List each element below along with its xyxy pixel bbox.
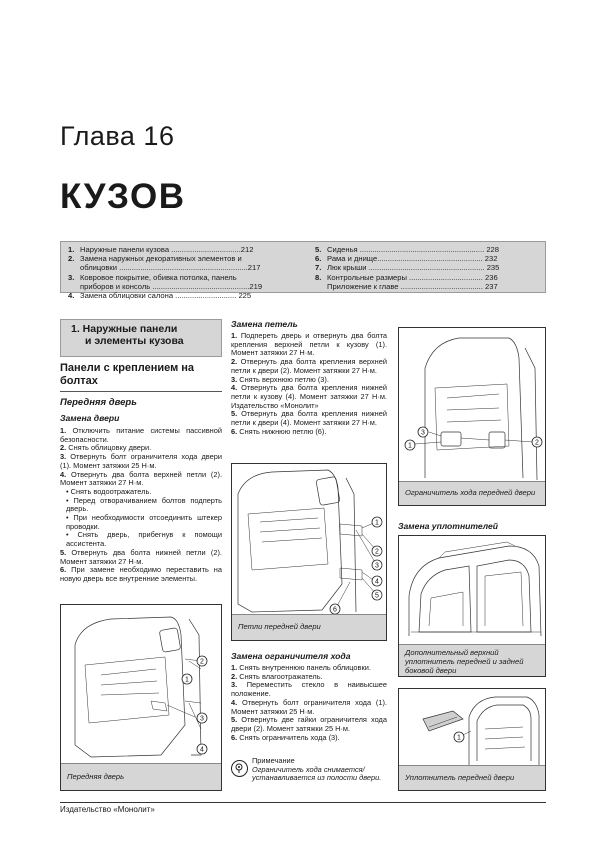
- limiter-heading: Замена ограничителя хода: [231, 651, 351, 661]
- callout-6: [330, 604, 340, 614]
- door-steps: [60, 427, 222, 584]
- callout-1: [372, 517, 382, 527]
- subsection-divider: [60, 391, 222, 392]
- callout-2: [532, 437, 542, 447]
- toc-entry[interactable]: 1. Наружные панели кузова .................................212: [68, 245, 254, 254]
- svg-text:2: 2: [535, 439, 539, 447]
- figure-caption: Ограничитель хода передней двери: [399, 481, 545, 505]
- toc-entry[interactable]: 5. Сиденья ........................................................... 228: [315, 245, 500, 254]
- callout-1: [182, 674, 192, 684]
- toc-entry[interactable]: 2. Замена наружных декоративных элементов и облицовки .............................................................217: [68, 254, 261, 273]
- figure-extra-seal: [398, 535, 546, 677]
- section-heading-line2: и элементы кузова: [85, 335, 184, 347]
- chapter-heading: Глава 16: [60, 121, 175, 151]
- step: 4. Отвернуть два болта верхней петли (2). Момент затяжки 27 Н·м.: [60, 469, 222, 488]
- svg-text:3: 3: [200, 715, 204, 723]
- svg-text:2: 2: [200, 658, 204, 666]
- step: 6. Снять ограничитель хода (3).: [231, 732, 340, 742]
- figure-limiter: [398, 327, 546, 506]
- toc-right-column: [315, 245, 541, 291]
- section-heading: [60, 319, 222, 357]
- svg-text:5: 5: [375, 592, 379, 600]
- door-seal-illustration: [399, 689, 546, 767]
- front-door-heading: Передняя дверь: [60, 397, 137, 408]
- step: • Снять дверь, прибегнув к помощи ассистента.: [66, 530, 222, 549]
- step: 5. Отвернуть два болта крепления нижней петли к двери (4). Момент затяжки 27 Н·м.: [231, 409, 387, 428]
- door-replace-heading: Замена двери: [60, 413, 120, 423]
- note-label: Примечание: [252, 756, 295, 765]
- step: 3. Отвернуть болт ограничителя хода двери (1). Момент затяжки 25 Н·м.: [60, 452, 222, 470]
- table-of-contents: [60, 241, 546, 301]
- step: 4. Отвернуть болт ограничителя хода (1). Момент затяжки 25 Н·м.: [231, 697, 387, 716]
- note: [252, 757, 386, 783]
- svg-text:3: 3: [375, 562, 379, 570]
- seals-heading: Замена уплотнителей: [398, 521, 499, 531]
- svg-text:3: 3: [421, 429, 425, 437]
- step: 2. Отвернуть два болта крепления верхней петли к двери (2). Момент затяжки 27 Н·м.: [231, 357, 387, 375]
- toc-entry[interactable]: 3. Ковровое покрытие, обивка потолка, панель приборов и консоль ..............................................219: [68, 272, 263, 291]
- svg-text:6: 6: [333, 606, 337, 614]
- hinges-illustration: [232, 464, 387, 616]
- hinge-steps: [231, 332, 387, 436]
- figure-caption: Передняя дверь: [61, 763, 221, 790]
- svg-text:4: 4: [200, 746, 204, 754]
- toc-left-column: [68, 245, 304, 300]
- limiter-illustration: [399, 328, 546, 483]
- figure-caption: Дополнительный верхний уплотнитель передней и задней боковой двери: [399, 644, 545, 676]
- svg-text:1: 1: [185, 676, 189, 684]
- figure-hinges: [231, 463, 387, 641]
- step: 4. Отвернуть два болта крепления нижней петли к кузову (4). Момент затяжки 27 Н·м. Издательство «Монолит»: [231, 383, 387, 410]
- callout-3: [197, 713, 207, 723]
- callout-3: [372, 560, 382, 570]
- step: 1. Снять внутреннюю панель облицовки.: [231, 663, 371, 672]
- figure-caption: Уплотнитель передней двери: [399, 765, 545, 790]
- step: • Снять водоотражатель.: [66, 486, 152, 496]
- extra-seal-illustration: [399, 536, 546, 646]
- limiter-steps: [231, 664, 387, 742]
- toc-entry[interactable]: 7. Люк крыши ....................................................... 235: [315, 263, 500, 273]
- step: 6. Снять нижнюю петлю (6).: [231, 426, 327, 436]
- figure-door-seal: [398, 688, 546, 791]
- figure-front-door: [60, 604, 222, 791]
- toc-entry[interactable]: 6. Рама и днище.................................................. 232: [315, 254, 498, 264]
- callout-4: [372, 576, 382, 586]
- step: 1. Отключить питание системы пассивной безопасности.: [60, 426, 222, 444]
- svg-text:1: 1: [457, 734, 461, 742]
- note-text: Ограничитель хода снимается/устанавливается из полости двери.: [252, 764, 382, 783]
- callout-1: [405, 440, 415, 450]
- step: • Перед отворачиванием болтов подперть дверь.: [66, 495, 222, 514]
- step: 5. Отвернуть два болта нижней петли (2). Момент затяжки 27 Н·м.: [60, 547, 222, 566]
- svg-text:4: 4: [375, 578, 379, 586]
- step: 1. Подпереть дверь и отвернуть два болта крепления верхней петли к кузову (1). Момент затяжки 27 Н·м.: [231, 331, 387, 358]
- footer-publisher: Издательство «Монолит»: [60, 805, 155, 814]
- chapter-title: КУЗОВ: [60, 177, 186, 216]
- callout-5: [372, 590, 382, 600]
- callout-4: [197, 744, 207, 754]
- step: 2. Снять влагоотражатель.: [231, 671, 323, 681]
- footer-divider: [60, 802, 546, 803]
- callout-1: [454, 732, 464, 742]
- note-icon: [231, 760, 248, 777]
- toc-entry[interactable]: 4. Замена облицовки салона ............................. 225: [68, 291, 252, 301]
- callout-3: [418, 427, 428, 437]
- toc-entry[interactable]: Приложение к главе ....................................... 237: [327, 281, 498, 291]
- callout-2: [197, 656, 207, 666]
- svg-text:2: 2: [375, 548, 379, 556]
- svg-text:1: 1: [375, 519, 379, 527]
- section-heading-line1: 1. Наружные панели: [71, 323, 178, 335]
- front-door-illustration: [61, 605, 222, 765]
- hinge-heading: Замена петель: [231, 319, 298, 329]
- step: 2. Снять облицовку двери.: [60, 443, 152, 453]
- step: • При необходимости отсоединить штекер проводки.: [66, 513, 222, 531]
- svg-text:1: 1: [408, 442, 412, 450]
- subsection-heading: Панели с креплением на болтах: [60, 362, 195, 387]
- callout-2: [372, 546, 382, 556]
- step: 3. Снять верхнюю петлю (3).: [231, 374, 329, 384]
- figure-caption: Петли передней двери: [232, 614, 386, 640]
- step: 6. При замене необходимо переставить на новую дверь все внутренние элементы.: [60, 565, 222, 583]
- step: 3. Переместить стекло в наивысшее положение.: [231, 680, 387, 699]
- step: 5. Отвернуть две гайки ограничителя хода двери (2). Момент затяжки 25 Н·м.: [231, 715, 387, 733]
- toc-entry[interactable]: 8. Контрольные размеры ................................... 236: [315, 272, 498, 282]
